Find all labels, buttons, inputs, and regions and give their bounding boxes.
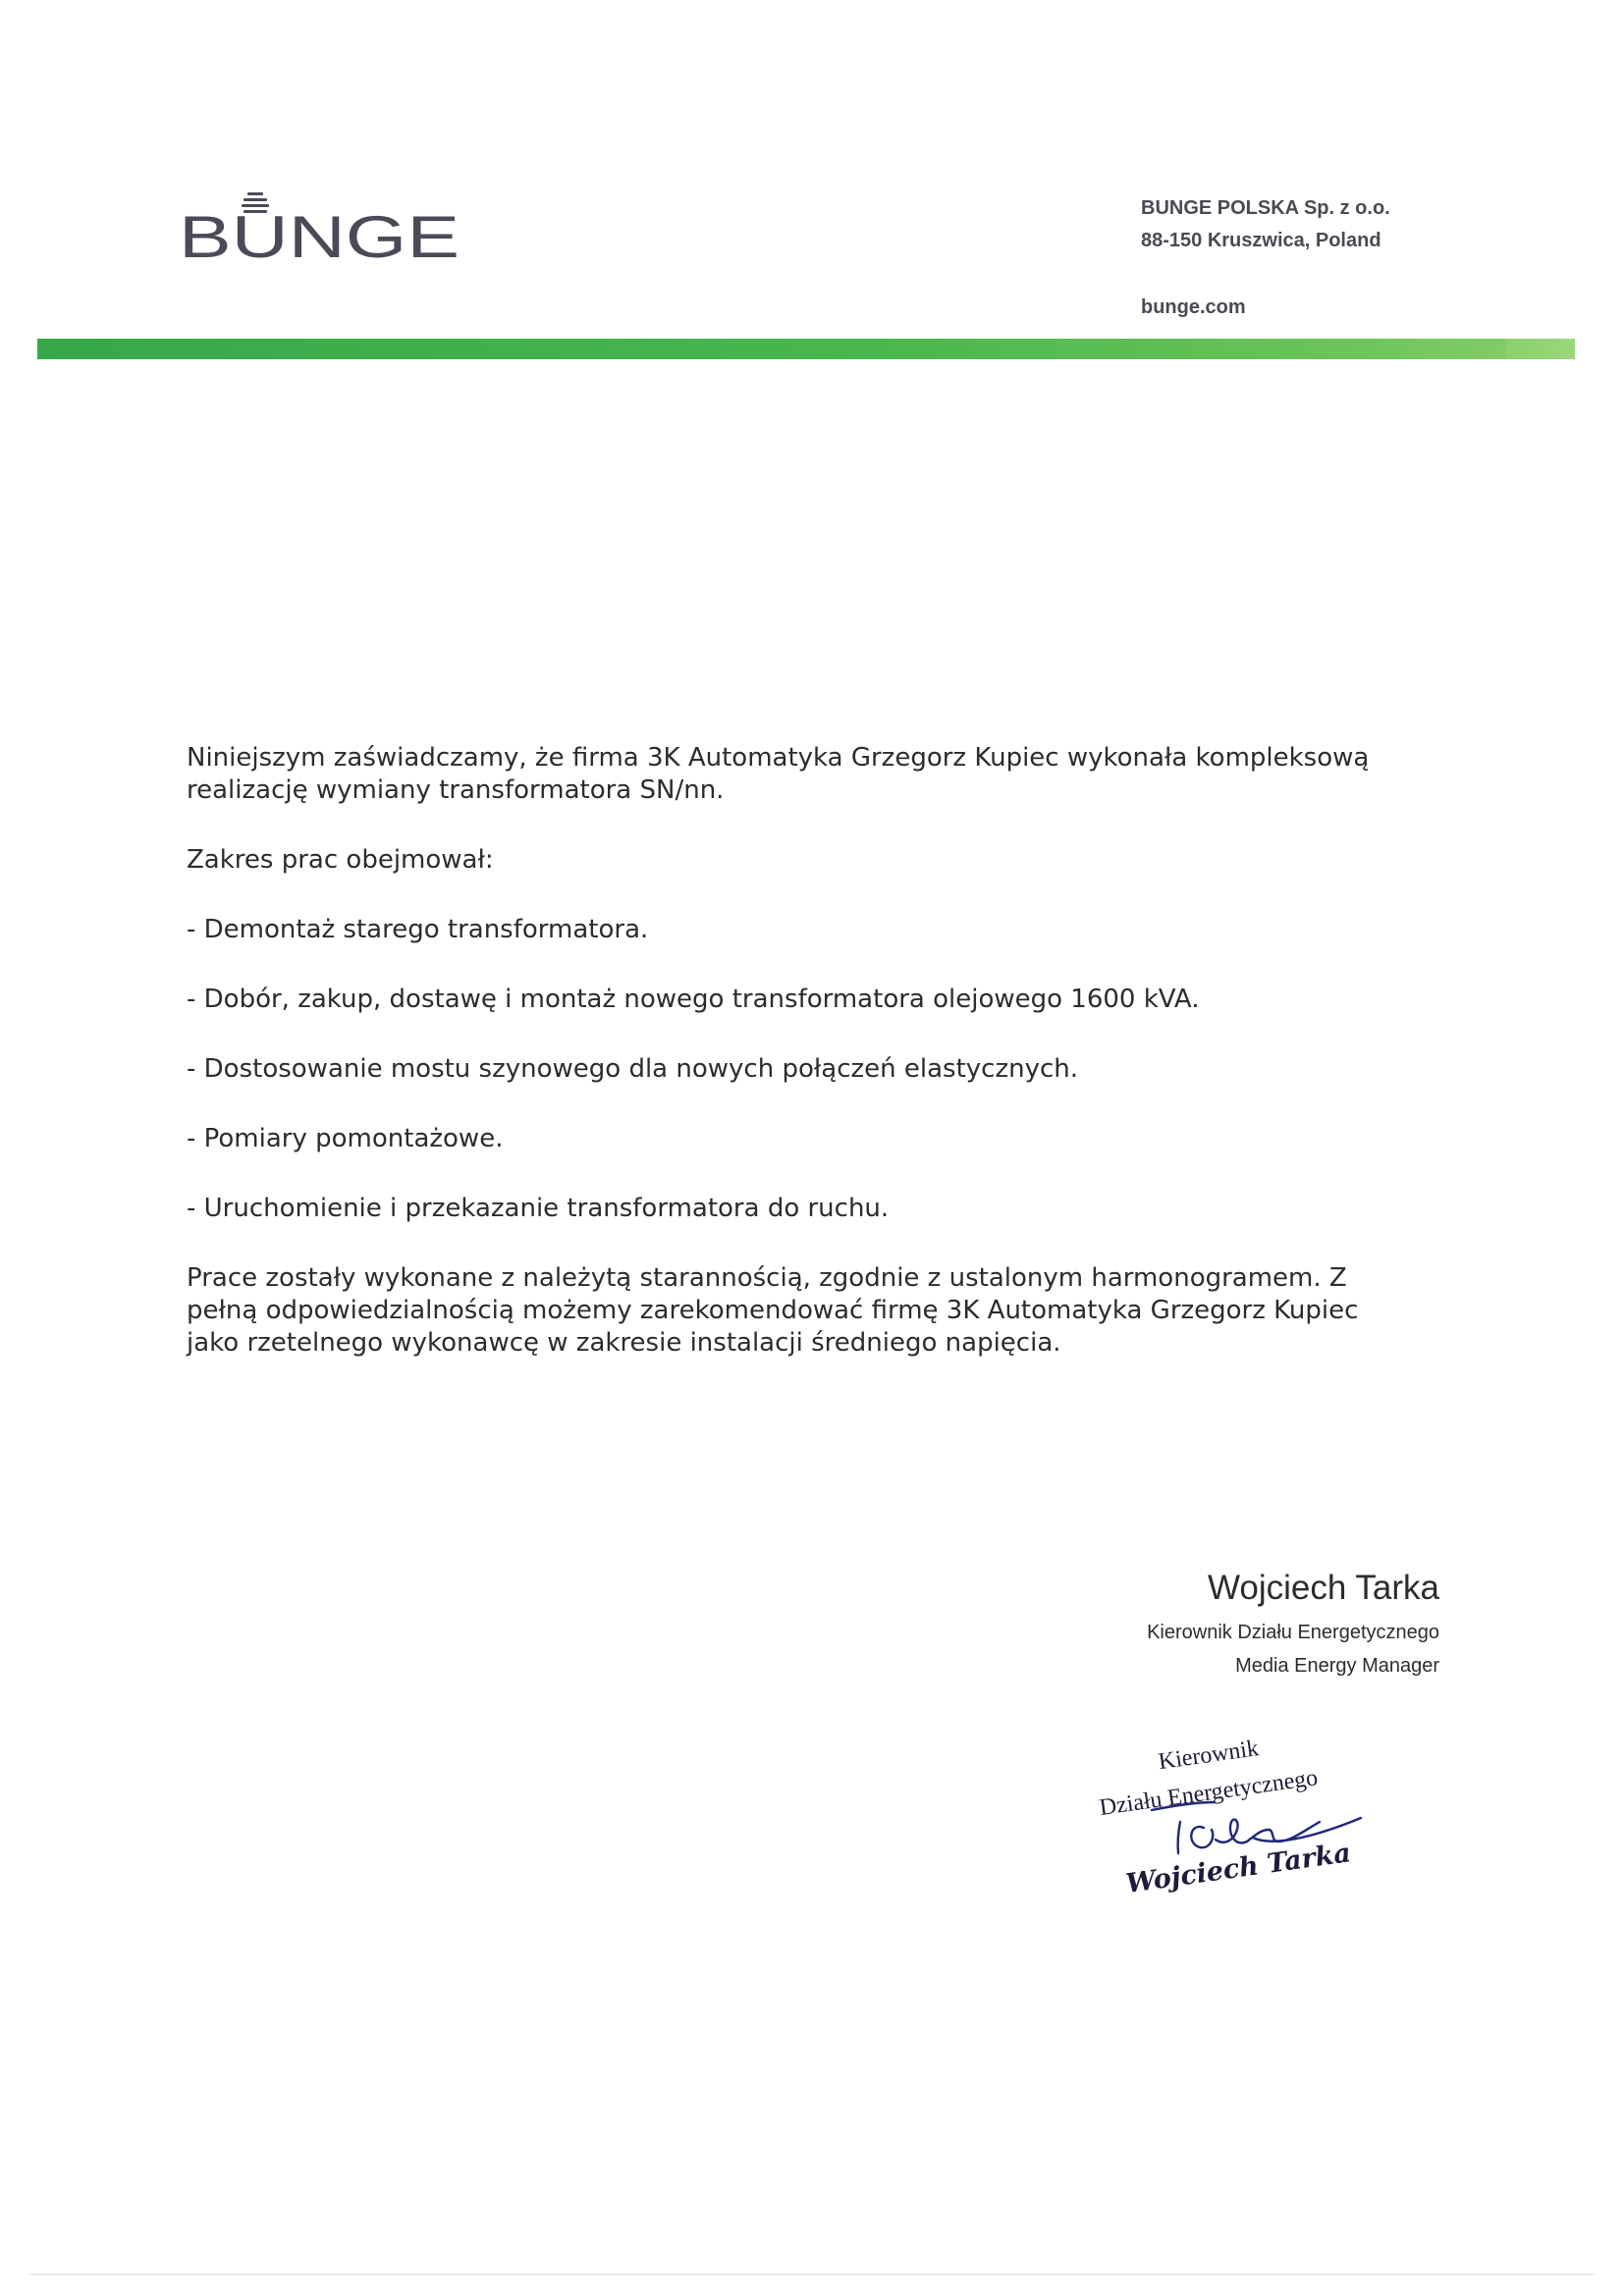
- scope-item: - Dobór, zakup, dostawę i montaż nowego transformatora olejowego 1600 kVA.: [187, 985, 1200, 1014]
- stamp-name: Wojciech Tarka: [1123, 1838, 1353, 1900]
- logo-wordmark: BUNGE: [179, 204, 460, 265]
- intro-paragraph: [187, 742, 1463, 807]
- company-name: BUNGE POLSKA Sp. z o.o.: [1141, 197, 1390, 219]
- signatory-name: Wojciech Tarka: [1207, 1569, 1439, 1607]
- letterhead-green-band: [37, 339, 1575, 359]
- company-website: bunge.com: [1141, 296, 1246, 318]
- closing-line: Prace zostały wykonane z należytą starannością, zgodnie z ustalonym harmonogramem. Z: [187, 1263, 1347, 1293]
- intro-line: realizację wymiany transformatora SN/nn.: [187, 775, 725, 805]
- signature-stamp: [1088, 1720, 1382, 1906]
- closing-paragraph: [187, 1262, 1463, 1360]
- scope-item: - Uruchomienie i przekazanie transformatora do ruchu.: [187, 1194, 890, 1223]
- letter-body: [187, 742, 1463, 1360]
- scope-item: - Dostosowanie mostu szynowego dla nowych połączeń elastycznych.: [187, 1054, 1078, 1084]
- signatory-title-en: Media Energy Manager: [1235, 1655, 1439, 1677]
- scope-item: - Pomiary pomontażowe.: [187, 1124, 504, 1153]
- intro-line: Niniejszym zaświadczamy, że firma 3K Automatyka Grzegorz Kupiec wykonała kompleksową: [187, 743, 1370, 773]
- signatory-title-pl: Kierownik Działu Energetycznego: [1147, 1622, 1439, 1643]
- footer-divider: [29, 2273, 1595, 2275]
- scope-heading: Zakres prac obejmował:: [187, 845, 494, 875]
- closing-line: pełną odpowiedzialnością możemy zarekomendować firmę 3K Automatyka Grzegorz Kupiec: [187, 1296, 1359, 1325]
- company-address-block: [1141, 192, 1390, 324]
- closing-line: jako rzetelnego wykonawcę w zakresie instalacji średniego napięcia.: [187, 1328, 1061, 1358]
- signatory-block: [1147, 1567, 1439, 1682]
- bunge-logo: [179, 187, 473, 265]
- stamp-line-1: Kierownik: [1157, 1735, 1261, 1776]
- company-address: 88-150 Kruszwica, Poland: [1141, 230, 1381, 251]
- stamp-line-2: Działu Energetycznego: [1098, 1765, 1320, 1822]
- scope-item: - Demontaż starego transformatora.: [187, 915, 649, 944]
